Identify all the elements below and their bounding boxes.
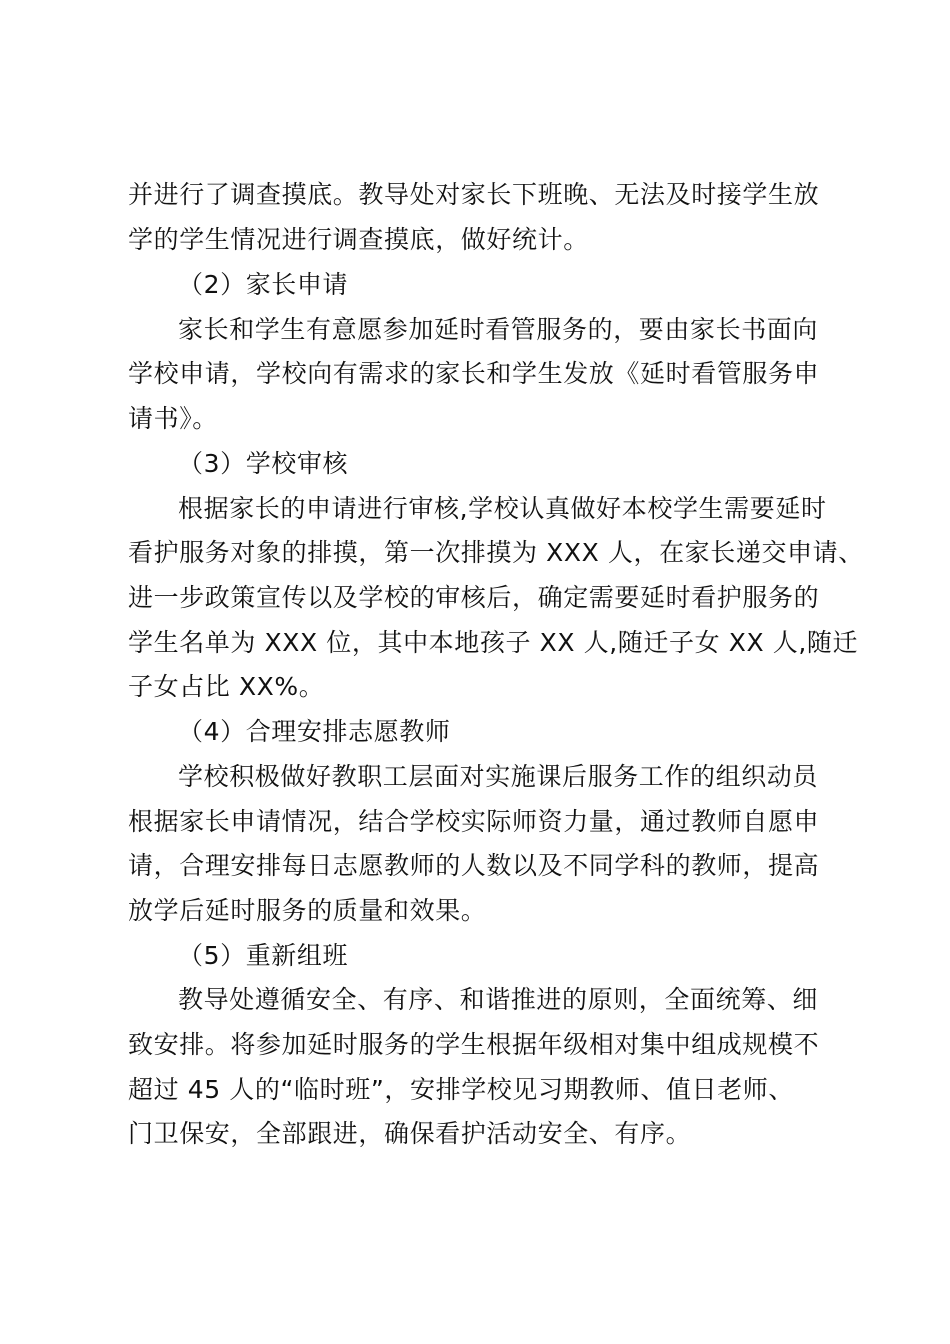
paragraph-line: 放学后延时服务的质量和效果。 bbox=[128, 896, 487, 925]
paragraph-line: 学的学生情况进行调查摸底，做好统计。 bbox=[128, 225, 589, 254]
paragraph-line: 并进行了调查摸底。教导处对家长下班晚、无法及时接学生放 bbox=[128, 180, 820, 209]
paragraph-line: 根据家长的申请进行审核,学校认真做好本校学生需要延时 bbox=[178, 494, 827, 523]
paragraph-line: 进一步政策宣传以及学校的审核后，确定需要延时看护服务的 bbox=[128, 583, 820, 612]
paragraph-line: 请，合理安排每日志愿教师的人数以及不同学科的教师，提高 bbox=[128, 851, 820, 880]
paragraph-line: 致安排。将参加延时服务的学生根据年级相对集中组成规模不 bbox=[128, 1030, 820, 1059]
paragraph-line: 超过 45 人的“临时班”，安排学校见习期教师、值日老师、 bbox=[128, 1075, 795, 1104]
paragraph-line: 请书》。 bbox=[128, 404, 218, 433]
section-heading: （2）家长申请 bbox=[178, 270, 349, 299]
paragraph-line: 看护服务对象的排摸，第一次排摸为 XXX 人，在家长递交申请、 bbox=[128, 538, 864, 567]
paragraph-line: 子女占比 XX%。 bbox=[128, 672, 325, 701]
paragraph-line: 教导处遵循安全、有序、和谐推进的原则，全面统筹、细 bbox=[178, 985, 819, 1014]
section-heading: （3）学校审核 bbox=[178, 449, 349, 478]
paragraph-line: 学生名单为 XXX 位，其中本地孩子 XX 人,随迁子女 XX 人,随迁 bbox=[128, 628, 859, 657]
section-heading: （5）重新组班 bbox=[178, 941, 349, 970]
paragraph-line: 根据家长申请情况，结合学校实际师资力量，通过教师自愿申 bbox=[128, 807, 820, 836]
paragraph-line: 学校积极做好教职工层面对实施课后服务工作的组织动员 bbox=[178, 762, 819, 791]
paragraph-line: 家长和学生有意愿参加延时看管服务的，要由家长书面向 bbox=[178, 315, 819, 344]
paragraph-line: 门卫保安，全部跟进，确保看护活动安全、有序。 bbox=[128, 1119, 692, 1148]
paragraph-line: 学校申请，学校向有需求的家长和学生发放《延时看管服务申 bbox=[128, 359, 820, 388]
section-heading: （4）合理安排志愿教师 bbox=[178, 717, 451, 746]
